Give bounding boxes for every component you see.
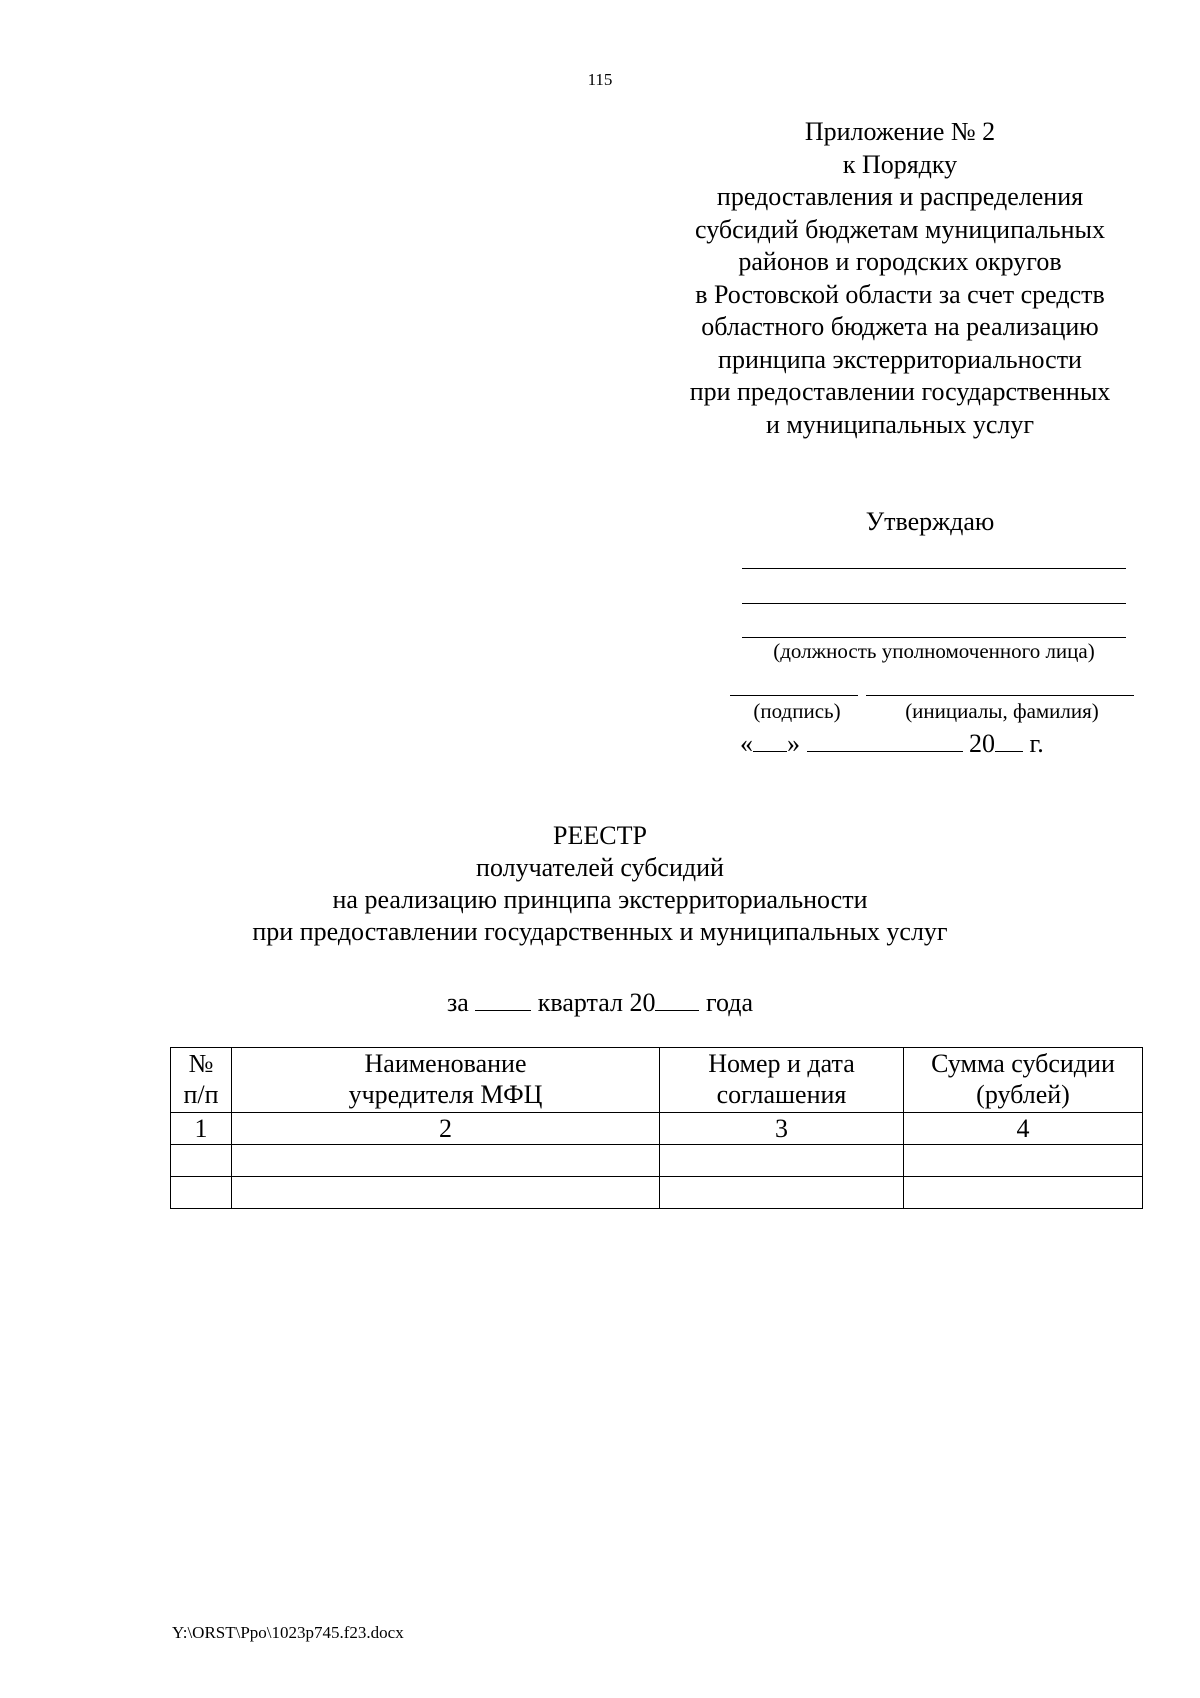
- approval-title: Утверждаю: [865, 507, 995, 536]
- table-header-row: [171, 1048, 1143, 1113]
- column-header-line: (рублей): [976, 1080, 1070, 1109]
- column-number-row: [171, 1113, 1143, 1145]
- appendix-line: Приложение № 2: [804, 117, 996, 146]
- period-suffix: года: [705, 988, 754, 1017]
- column-header-line: Номер и дата: [708, 1049, 855, 1078]
- register-table: [170, 1047, 1143, 1209]
- table-row: [171, 1177, 1143, 1209]
- table-cell: [904, 1145, 1143, 1177]
- column-header-line: учредителя МФЦ: [348, 1080, 543, 1109]
- appendix-line: предоставления и распределения: [716, 182, 1084, 211]
- quarter-blank: [475, 988, 531, 1011]
- appendix-line: при предоставлении государственных: [689, 377, 1111, 406]
- table-cell: [171, 1145, 232, 1177]
- appendix-line: субсидий бюджетам муниципальных: [695, 214, 1105, 244]
- column-header-line: п/п: [183, 1080, 219, 1109]
- name-caption: (инициалы, фамилия): [905, 699, 1099, 723]
- file-path-footer: Y:\ORST\Ppo\1023p745.f23.docx: [172, 1623, 404, 1642]
- month-blank: [807, 729, 963, 752]
- name-blank-line: [866, 695, 1134, 696]
- column-number: 4: [904, 1113, 1143, 1145]
- column-header-line: Сумма субсидии: [931, 1049, 1115, 1078]
- column-header-line: №: [188, 1049, 214, 1078]
- register-title-line: при предоставлении государственных и муниципальных услуг: [252, 917, 948, 946]
- date-open-quote: «: [740, 729, 753, 758]
- column-header: [904, 1048, 1143, 1113]
- column-number: 2: [232, 1113, 660, 1145]
- appendix-line: и муниципальных услуг: [765, 409, 1035, 439]
- day-blank: [753, 729, 787, 752]
- position-caption: (должность уполномоченного лица): [773, 639, 1095, 663]
- page-number: 115: [587, 70, 613, 89]
- column-header: [232, 1048, 660, 1113]
- column-number: 3: [660, 1113, 904, 1145]
- year-blank: [995, 729, 1023, 752]
- date-close-quote: »: [787, 729, 800, 758]
- position-blank-line: [742, 637, 1126, 638]
- register-title-line: РЕЕСТР: [553, 821, 647, 850]
- year-prefix: 20: [969, 729, 995, 758]
- approval-date: [740, 729, 1044, 759]
- column-number: 1: [171, 1113, 232, 1145]
- register-title: [0, 820, 1200, 948]
- approval-blank-line: [742, 603, 1126, 604]
- year-suffix: г.: [1029, 729, 1044, 758]
- appendix-line: областного бюджета на реализацию: [701, 312, 1099, 341]
- column-header: [171, 1048, 232, 1113]
- register-title-line: получателей субсидий: [476, 853, 724, 882]
- table-cell: [171, 1177, 232, 1209]
- period-middle: квартал 20: [537, 988, 656, 1017]
- column-header: [660, 1048, 904, 1113]
- table-cell: [232, 1177, 660, 1209]
- period-prefix: за: [446, 988, 469, 1017]
- column-header-line: соглашения: [716, 1080, 847, 1109]
- table-row: [171, 1145, 1143, 1177]
- appendix-line: в Ростовской области за счет средств: [695, 279, 1105, 309]
- appendix-line: к Порядку: [842, 149, 958, 179]
- year-blank: [655, 988, 699, 1011]
- signature-blank-line: [730, 695, 858, 696]
- register-period: [0, 988, 1200, 1018]
- approval-blank-line: [742, 568, 1126, 569]
- table-cell: [232, 1145, 660, 1177]
- table-cell: [904, 1177, 1143, 1209]
- table-cell: [660, 1145, 904, 1177]
- column-header-line: Наименование: [364, 1049, 527, 1078]
- signature-caption: (подпись): [753, 699, 841, 723]
- table-cell: [660, 1177, 904, 1209]
- appendix-line: районов и городских округов: [738, 247, 1062, 276]
- appendix-heading: [660, 116, 1140, 441]
- appendix-line: принципа экстерриториальности: [718, 344, 1082, 374]
- register-title-line: на реализацию принципа экстерриториальности: [332, 885, 868, 914]
